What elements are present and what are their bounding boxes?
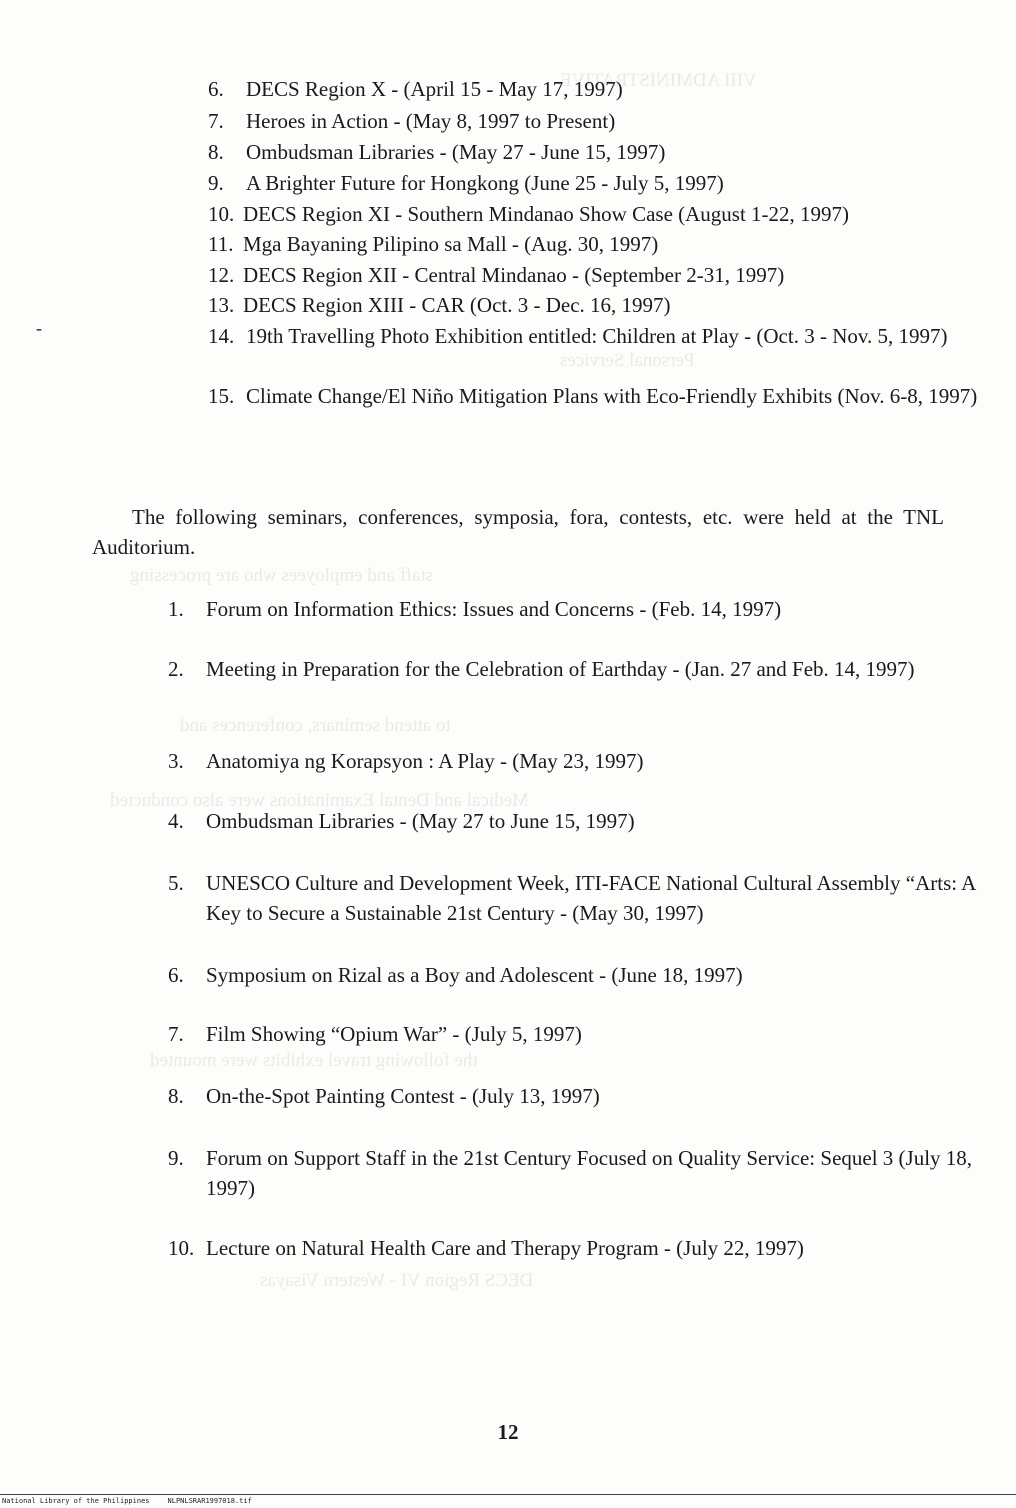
item-text: DECS Region X - (April 15 - May 17, 1997): [246, 77, 623, 101]
list-item: [168, 654, 984, 684]
item-text: DECS Region XIII - CAR (Oct. 3 - Dec. 16, 1997): [243, 293, 671, 317]
item-text: A Brighter Future for Hongkong (June 25 - July 5, 1997): [246, 171, 724, 195]
item-number: 11.: [208, 232, 234, 256]
bleed-through: Medical and Dental Examinations were also conducted: [110, 790, 529, 811]
list-item: [168, 806, 635, 836]
item-number: 6.: [208, 77, 224, 101]
item-text: Symposium on Rizal as a Boy and Adolescent - (June 18, 1997): [206, 963, 743, 987]
item-number: 7.: [208, 109, 224, 133]
item-number: 4.: [168, 809, 184, 833]
list-item: [208, 168, 724, 198]
list-item: [208, 74, 623, 104]
item-text: Ombudsman Libraries - (May 27 - June 15, 1997): [246, 140, 666, 164]
item-number: 15.: [208, 384, 235, 408]
item-text: Ombudsman Libraries - (May 27 to June 15, 1997): [206, 809, 635, 833]
item-number: 7.: [168, 1022, 184, 1046]
item-text: Meeting in Preparation for the Celebration of Earthday - (Jan. 27 and Feb. 14, 1997): [206, 657, 915, 681]
item-text: DECS Region XI - Southern Mindanao Show Case (August 1-22, 1997): [243, 202, 850, 226]
list-item: [168, 746, 643, 776]
bleed-through: VIII ADMINISTRATIVE: [560, 70, 757, 91]
footer-filename: NLPNLSRAR1997018.tif: [167, 1497, 252, 1505]
item-number: 1.: [168, 597, 184, 621]
item-text: Climate Change/El Niño Mitigation Plans with Eco-Friendly Exhibits (Nov. 6-8, 1997): [246, 384, 978, 408]
list-item: [168, 960, 743, 990]
list-item: [208, 199, 849, 229]
scan-footer: [2, 1497, 252, 1505]
bleed-through: the following travel exhibits were mounted: [150, 1050, 478, 1071]
item-number: 6.: [168, 963, 184, 987]
list-item: [208, 290, 671, 320]
list-item: [168, 1081, 600, 1111]
item-number: 8.: [168, 1084, 184, 1108]
bleed-through: DECS Region VI - Western Visayas: [260, 1270, 534, 1291]
item-number: 10.: [208, 202, 235, 226]
item-number: 9.: [208, 171, 224, 195]
item-text: Anatomiya ng Korapsyon : A Play - (May 23, 1997): [206, 749, 644, 773]
list-item: [208, 137, 665, 167]
item-text: On-the-Spot Painting Contest - (July 13, 1997): [206, 1084, 600, 1108]
item-number: 3.: [168, 749, 184, 773]
item-text: 19th Travelling Photo Exhibition entitled: Children at Play - (Oct. 3 - Nov. 5, 1997): [246, 324, 948, 348]
list-item: [208, 260, 784, 290]
list-item: [168, 1233, 804, 1263]
list-item: [208, 106, 615, 136]
item-text: Film Showing “Opium War” - (July 5, 1997): [206, 1022, 582, 1046]
item-number: 12.: [208, 263, 235, 287]
list-item: [208, 321, 984, 351]
margin-mark: -: [36, 318, 42, 338]
list-item: [168, 594, 781, 624]
item-text: DECS Region XII - Central Mindanao - (September 2-31, 1997): [243, 263, 785, 287]
footer-library: National Library of the Philippines: [2, 1497, 150, 1505]
list-item: [168, 868, 984, 928]
bleed-through: to attend seminars, conferences and: [180, 715, 451, 736]
item-number: 9.: [168, 1146, 184, 1170]
item-text: Lecture on Natural Health Care and Therapy Program - (July 22, 1997): [206, 1236, 804, 1260]
item-text: Forum on Support Staff in the 21st Century Focused on Quality Service: Sequel 3 (July 18, 1997): [206, 1146, 973, 1200]
list-item: [208, 229, 658, 259]
intro-paragraph: The following seminars, conferences, symposia, fora, contests, etc. were held at the TNL Auditorium.: [92, 505, 944, 559]
bleed-through: staff and employees who are processing: [130, 565, 434, 586]
scan-border: [0, 1494, 1016, 1495]
item-text: Forum on Information Ethics: Issues and Concerns - (Feb. 14, 1997): [206, 597, 782, 621]
page-number: 12: [497, 1420, 519, 1444]
list-item: [208, 381, 984, 411]
list-item: [168, 1019, 582, 1049]
item-text: Heroes in Action - (May 8, 1997 to Present): [246, 109, 616, 133]
item-number: 8.: [208, 140, 224, 164]
list-item: [168, 1143, 984, 1203]
item-number: 5.: [168, 871, 184, 895]
item-number: 14.: [208, 324, 235, 348]
item-text: Mga Bayaning Pilipino sa Mall - (Aug. 30, 1997): [243, 232, 659, 256]
bleed-through: Personal Services: [560, 350, 695, 371]
item-number: 10.: [168, 1236, 195, 1260]
item-number: 2.: [168, 657, 184, 681]
item-number: 13.: [208, 293, 235, 317]
item-text: UNESCO Culture and Development Week, ITI-FACE National Cultural Assembly “Arts: A Key to Secure a Sustainable 21st Century - (May 30, 1997): [206, 871, 976, 925]
